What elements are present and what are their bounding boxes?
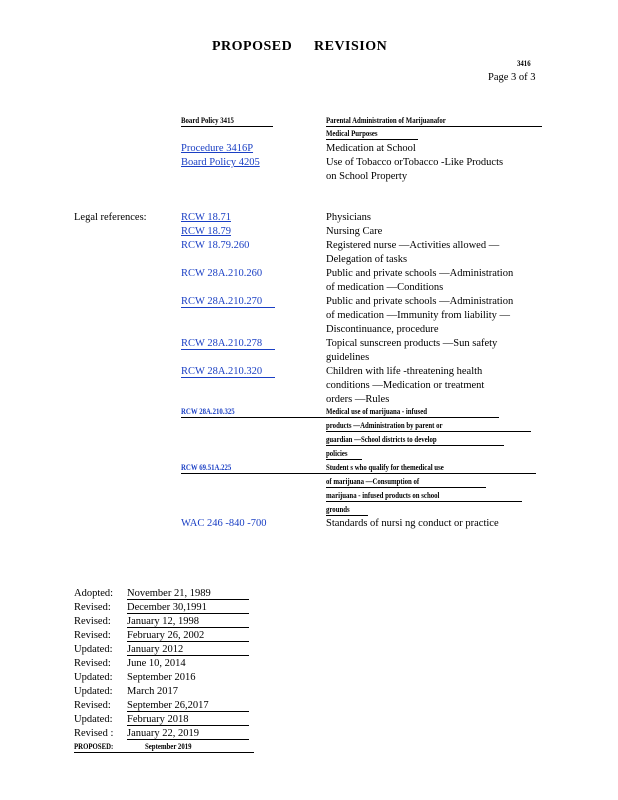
- underline: [127, 627, 249, 628]
- history-label: Revised:: [74, 700, 111, 711]
- legal-title-line: Public and private schools —Administration: [326, 296, 514, 307]
- history-label: Revised:: [74, 630, 111, 641]
- history-date: December 30,1991: [127, 602, 207, 613]
- underline: [326, 417, 499, 418]
- underline: [127, 599, 249, 600]
- crossref-code-board-policy-3415: Board Policy 3415: [181, 116, 234, 125]
- history-label: Revised:: [74, 602, 111, 613]
- underline: [127, 613, 249, 614]
- legal-title-line: guidelines: [326, 352, 370, 363]
- history-date: September 26,2017: [127, 700, 209, 711]
- legal-link-rcw-28a-210-325[interactable]: RCW 28A.210.325: [181, 407, 235, 416]
- crossref-title-line: Use of Tobacco orTobacco -Like Products: [326, 157, 504, 168]
- underline: [127, 739, 249, 740]
- legal-title-line: of marijuana —Consumption of: [326, 477, 420, 486]
- crossref-title-line: Parental Administration of Marijuanafor: [326, 116, 446, 125]
- legal-title-line: Standards of nursi ng conduct or practice: [326, 518, 499, 529]
- underline: [326, 431, 531, 432]
- legal-title-line: orders —Rules: [326, 394, 390, 405]
- legal-title-line: Topical sunscreen products —Sun safety: [326, 338, 498, 349]
- legal-title-line: conditions —Medication or treatment: [326, 380, 485, 391]
- legal-title-line: Nursing Care: [326, 226, 383, 237]
- title-proposed: PROPOSED: [212, 39, 293, 54]
- legal-link-rcw-28a-210-260[interactable]: RCW 28A.210.260: [181, 268, 263, 279]
- legal-link-rcw-18-79-260[interactable]: RCW 18.79.260: [181, 240, 250, 251]
- history-label: Revised:: [74, 616, 111, 627]
- legal-title-line: products —Administration by parent or: [326, 421, 443, 430]
- legal-references-label: Legal references:: [74, 212, 147, 223]
- legal-title-line: policies: [326, 449, 348, 458]
- history-date: March 2017: [127, 686, 179, 697]
- underline: [181, 473, 326, 474]
- link-underline: [181, 377, 275, 378]
- legal-link-rcw-18-79[interactable]: RCW 18.79: [181, 226, 231, 237]
- history-date: November 21, 1989: [127, 588, 211, 599]
- legal-link-rcw-18-71[interactable]: RCW 18.71: [181, 212, 231, 223]
- legal-title-line: Public and private schools —Administration: [326, 268, 514, 279]
- legal-title-line: Medical use of marijuana - infused: [326, 407, 428, 416]
- legal-link-rcw-69-51a-225[interactable]: RCW 69.51A.225: [181, 463, 232, 472]
- underline: [326, 473, 536, 474]
- legal-link-rcw-28a-210-278[interactable]: RCW 28A.210.278: [181, 338, 263, 349]
- legal-title-line: of medication —Immunity from liability —: [326, 310, 511, 321]
- underline: [326, 126, 542, 127]
- crossref-title-line: on School Property: [326, 171, 408, 182]
- underline: [181, 417, 326, 418]
- legal-title-line: Discontinuance, procedure: [326, 324, 439, 335]
- legal-title-line: guardian —School districts to develop: [326, 435, 437, 444]
- history-label: Revised:: [74, 658, 111, 669]
- title-revision: REVISION: [314, 39, 388, 54]
- link-underline: [181, 349, 275, 350]
- history-date: January 2012: [127, 644, 184, 655]
- history-label: Revised :: [74, 728, 114, 739]
- legal-link-rcw-28a-210-270[interactable]: RCW 28A.210.270: [181, 296, 263, 307]
- underline: [326, 515, 368, 516]
- crossref-title-line: Medication at School: [326, 143, 416, 154]
- history-label: Updated:: [74, 644, 113, 655]
- history-date-proposed: September 2019: [145, 742, 192, 751]
- legal-title-line: Student s who qualify for themedical use: [326, 463, 444, 472]
- legal-title-line: Children with life -threatening health: [326, 366, 483, 377]
- underline: [127, 641, 249, 642]
- underline: [326, 487, 486, 488]
- legal-title-line: Registered nurse —Activities allowed —: [326, 240, 500, 251]
- history-date: February 2018: [127, 714, 189, 725]
- underline: [326, 139, 418, 140]
- underline: [326, 459, 362, 460]
- history-date: September 2016: [127, 672, 196, 683]
- underline: [127, 725, 249, 726]
- crossref-title-line: Medical Purposes: [326, 129, 378, 138]
- link-underline: [181, 307, 275, 308]
- underline: [127, 655, 249, 656]
- legal-title-line: Physicians: [326, 212, 371, 223]
- crossref-link-board-policy-4205[interactable]: Board Policy 4205: [181, 157, 260, 168]
- legal-title-line: grounds: [326, 505, 350, 514]
- legal-title-line: marijuana - infused products on school: [326, 491, 440, 500]
- history-label: Updated:: [74, 714, 113, 725]
- history-date: February 26, 2002: [127, 630, 205, 641]
- legal-link-rcw-28a-210-320[interactable]: RCW 28A.210.320: [181, 366, 263, 377]
- underline: [74, 752, 254, 753]
- legal-title-line: of medication —Conditions: [326, 282, 444, 293]
- page-number: Page 3 of 3: [488, 72, 536, 83]
- history-label: Adopted:: [74, 588, 114, 599]
- history-label: Updated:: [74, 672, 113, 683]
- history-label: Updated:: [74, 686, 113, 697]
- history-label-proposed: PROPOSED:: [74, 742, 114, 751]
- legal-link-wac-246-840-700[interactable]: WAC 246 -840 -700: [181, 518, 267, 529]
- legal-title-line: Delegation of tasks: [326, 254, 408, 265]
- history-date: June 10, 2014: [127, 658, 186, 669]
- history-date: January 22, 2019: [127, 728, 200, 739]
- underline: [127, 711, 249, 712]
- underline: [181, 126, 273, 127]
- history-date: January 12, 1998: [127, 616, 200, 627]
- underline: [326, 445, 504, 446]
- underline: [326, 501, 522, 502]
- crossref-link-procedure-3416p[interactable]: Procedure 3416P: [181, 143, 254, 154]
- policy-number: 3416: [517, 59, 531, 68]
